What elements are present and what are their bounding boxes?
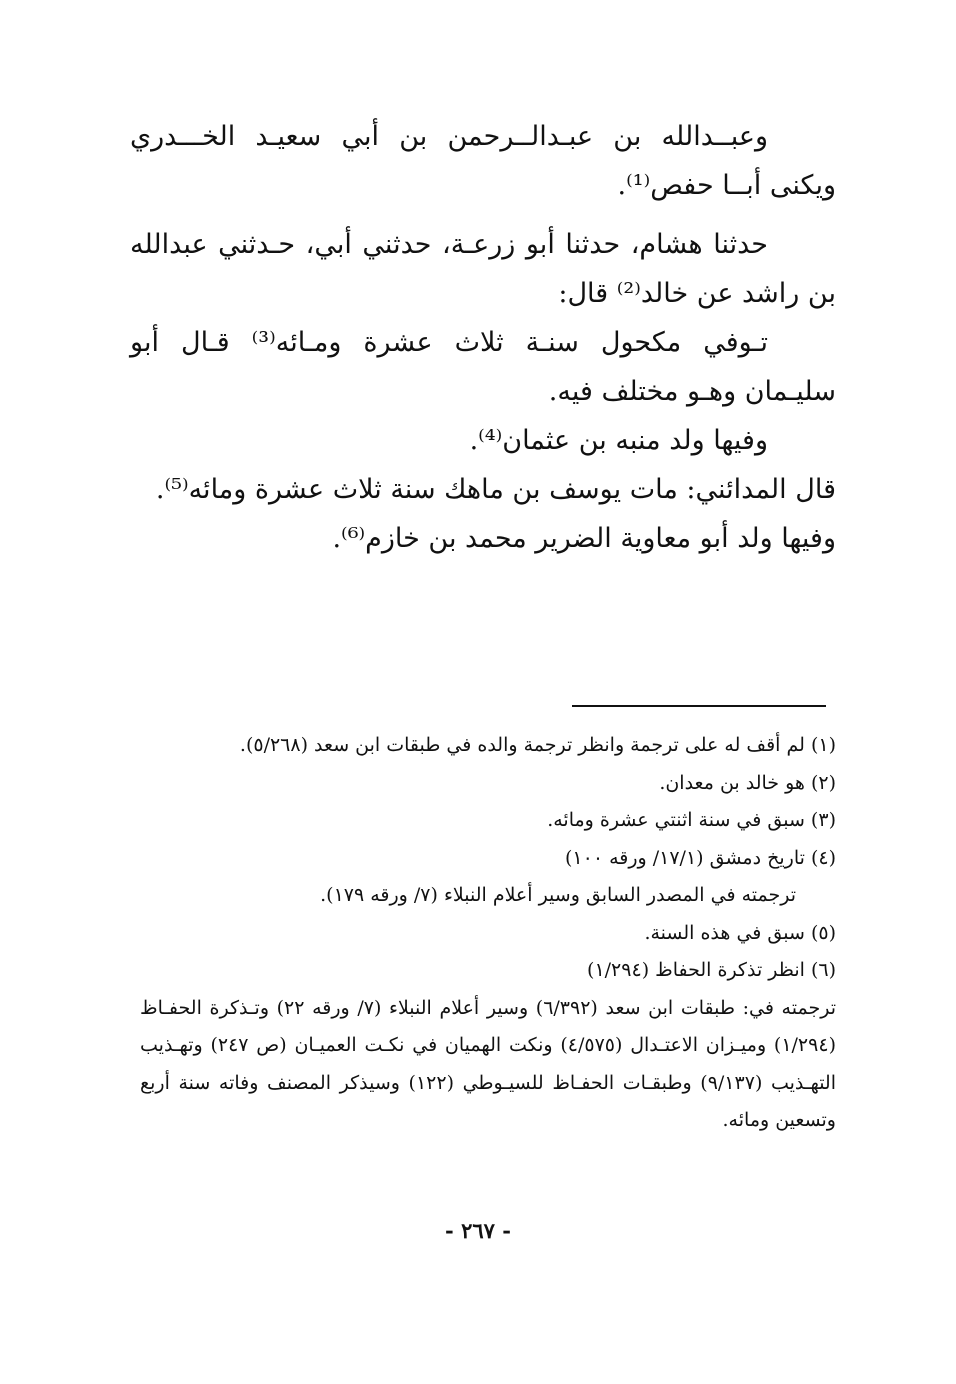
page-number: - ٢٦٧ - [445, 1218, 511, 1243]
paragraph-munabbih-birth: وفيها ولد منبه بن عثمان⁽⁴⁾. [469, 425, 768, 456]
paragraph-abdullah: وعبــدالله بن عبـدالــرحمن بن أبي سعيـد الخـــدري ويكنى أبــا حفص⁽¹⁾. [130, 121, 836, 201]
paragraph-makhul-death: تـوفي مكحول سنـة ثلاث عشرة ومـائه⁽³⁾ قـال أبو سليـمان وهـو مختلف فيه. [130, 327, 836, 407]
footnotes-block [140, 727, 836, 1140]
footnote-6: (٦) انظر تذكرة الحفاظ (١/٢٩٤) [587, 959, 836, 981]
footnote-6-continuation: ترجمته في: طبقات ابن سعد (٦/٣٩٢) وسير أعلام النبلاء (٧/ ورقه ٢٢) وتـذكرة الحفـاظ (١/٢٩٤) وميـزان الاعتـدال (٤/٥٧٥) ونكت الهميان في نكـت العميـان (ص ٢٤٧) وتهـذيب التهـذيب (٩/١٣٧) وطبقـات الحفـاظ للسيـوطي (١٢٢) وسيذكر المصنف وفاته سنة أربع وتسعين ومائه. [140, 996, 837, 1131]
paragraph-isnad: حدثنا هشام، حدثنا أبو زرعـة، حدثني أبي، حـدثني عبدالله بن راشد عن خالد⁽²⁾ قال: [130, 229, 836, 309]
paragraph-madaini: قال المدائني: مات يوسف بن ماهك سنة ثلاث عشرة ومائه⁽⁵⁾. [155, 474, 836, 505]
footnote-5: (٥) سبق في هذه السنة. [644, 921, 836, 944]
footnote-3: (٣) سبق في سنة اثنتي عشرة ومائه. [547, 809, 836, 831]
footnote-separator [572, 705, 826, 707]
footnote-2: (٢) هو خالد بن معدان. [659, 771, 836, 794]
footnote-1: (١) لم أقف له على ترجمة وانظر ترجمة والده في طبقات ابن سعد (٥/٢٦٨). [239, 734, 836, 756]
paragraph-abu-muawiya: وفيها ولد أبو معاوية الضرير محمد بن خازم⁽⁶⁾. [332, 523, 836, 554]
paragraph-gap [130, 210, 836, 220]
footnote-4-continuation: ترجمته في المصدر السابق وسير أعلام النبلاء (٧/ ورقه ١٧٩). [320, 884, 796, 906]
footnote-4: (٤) تاريخ دمشق (١٧/١/ ورقه ١٠٠) [564, 846, 836, 869]
main-text-block [130, 112, 836, 563]
